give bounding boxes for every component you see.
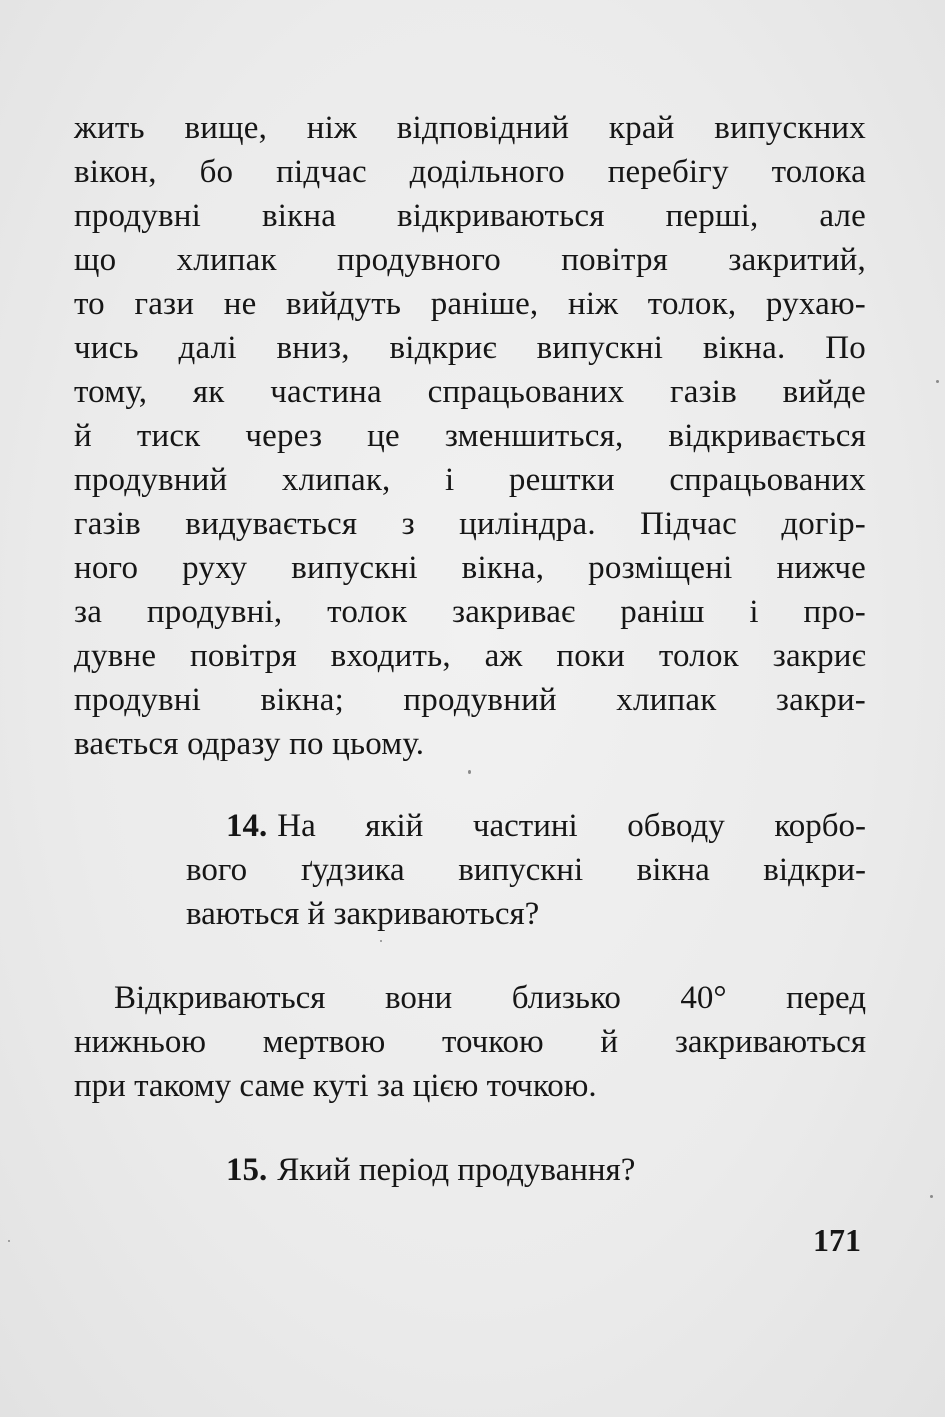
paper-speck xyxy=(8,1240,10,1242)
answer-line: Відкриваються вони близько 40° перед xyxy=(114,980,866,1016)
paragraph-line: продувні вікна; продувний хлипак закри- xyxy=(74,682,866,718)
paper-speck xyxy=(380,940,382,942)
question-line xyxy=(226,804,866,848)
paragraph-line: що хлипак продувного повітря закритий, xyxy=(74,242,866,278)
paragraph-line: жить вище, ніж відповідний край випускних xyxy=(74,110,866,146)
question-15 xyxy=(226,1148,635,1192)
answer-line: при такому саме куті за цією точкою. xyxy=(74,1068,597,1104)
question-number: 15. xyxy=(226,1152,268,1188)
question-number: 14. xyxy=(226,808,268,844)
paragraph-line: тому, як частина спрацьованих газів вийде xyxy=(74,374,866,410)
answer-line: нижньою мертвою точкою й закриваються xyxy=(74,1024,866,1060)
paragraph-line: й тиск через це зменшиться, відкривається xyxy=(74,418,866,454)
paragraph-line: чись далі вниз, відкриє випускні вікна. По xyxy=(74,330,866,366)
paper-speck xyxy=(468,770,471,774)
paragraph-line: ного руху випускні вікна, розміщені нижче xyxy=(74,550,866,586)
paragraph-line: продувний хлипак, і рештки спрацьованих xyxy=(74,462,866,498)
question-line: вого ґудзика випускні вікна відкри- xyxy=(186,852,866,888)
question-text: На якій частині обводу корбо- xyxy=(277,808,866,844)
paragraph-line: то гази не вийдуть раніше, ніж толок, рухаю- xyxy=(74,286,866,322)
paper-speck xyxy=(930,1195,933,1198)
paragraph-line: вікон, бо підчас додільного перебігу толока xyxy=(74,154,866,190)
paper-speck xyxy=(936,380,939,383)
question-text: Який період продування? xyxy=(277,1152,636,1188)
paragraph-line: вається одразу по цьому. xyxy=(74,726,425,762)
paragraph-line: за продувні, толок закриває раніш і про- xyxy=(74,594,866,630)
paragraph-line: продувні вікна відкриваються перші, але xyxy=(74,198,866,234)
question-line: ваються й закриваються? xyxy=(186,896,540,932)
paragraph-line: дувне повітря входить, аж поки толок закриє xyxy=(74,638,866,674)
page-number: 171 xyxy=(813,1222,861,1258)
paragraph-line: газів видувається з циліндра. Підчас догір- xyxy=(74,506,866,542)
